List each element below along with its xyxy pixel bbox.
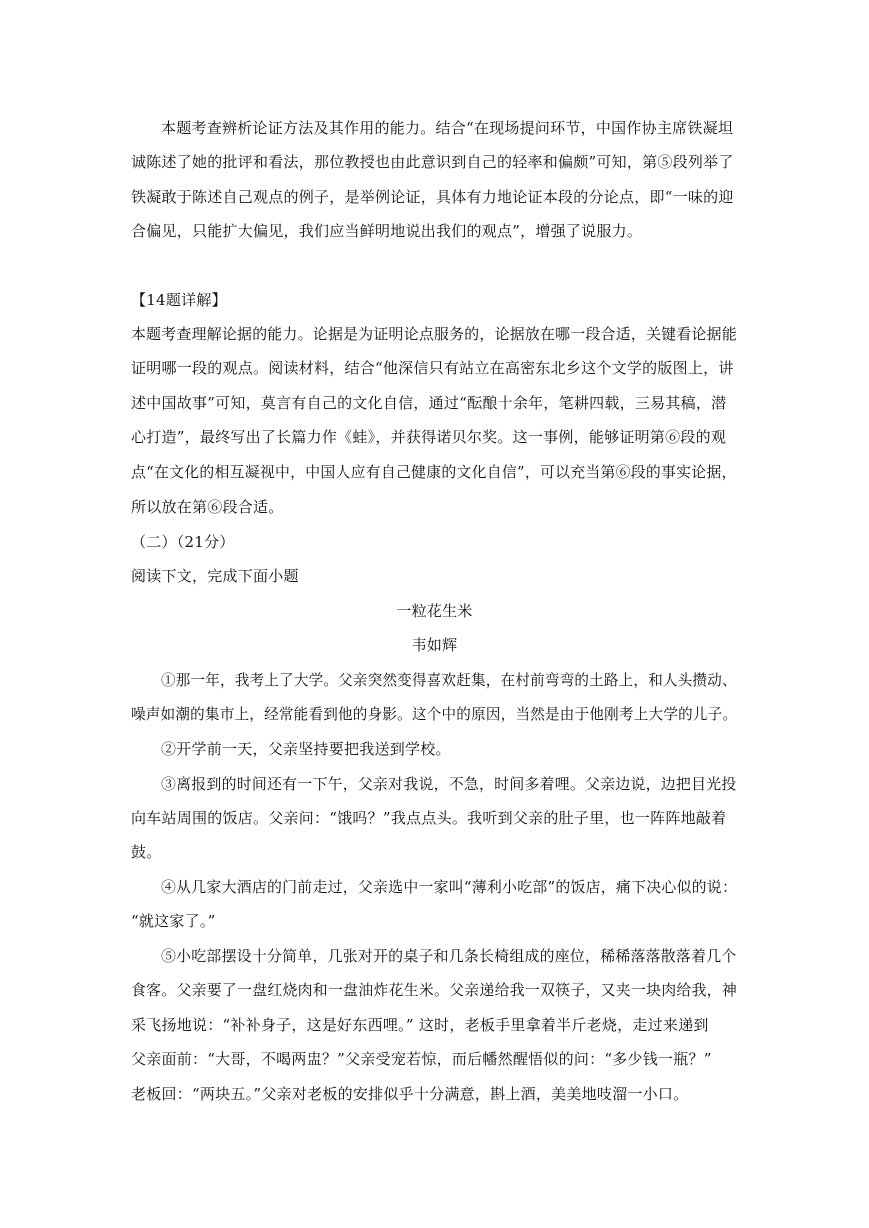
text-line: 铁凝敢于陈述自己观点的例子，是举例论证，具体有力地论证本段的分论点，即“一味的迎: [131, 188, 734, 206]
text-line: 合偏见，只能扩大偏见，我们应当鲜明地说出我们的观点”，增强了说服力。: [131, 222, 643, 240]
section-label: （二）（21分）: [131, 533, 235, 551]
text-line: 证明哪一段的观点。阅读材料，结合“他深信只有站立在高密东北乡这个文学的版图上，讲: [131, 359, 734, 377]
text-line: 老板回：“两块五。”父亲对老板的安排似乎十分满意，斟上酒，美美地吱溜一小口。: [131, 1085, 689, 1103]
question-14-heading: 【14题详解】: [131, 291, 227, 309]
text-line: 诚陈述了她的批评和看法，那位教授也由此意识到自己的轻率和偏颇”可知，第⑤段列举了: [131, 153, 734, 171]
story-paragraph-2: ②开学前一天，父亲坚持要把我送到学校。: [161, 740, 451, 758]
story-title: 一粒花生米: [396, 602, 473, 620]
text-line: ③离报到的时间还有一下午，父亲对我说，不急，时间多着哩。父亲边说，边把目光投: [161, 775, 737, 793]
text-line: 噪声如潮的集市上，经常能看到他的身影。这个中的原因，当然是由于他刚考上大学的儿子。: [131, 705, 738, 723]
text-line: 述中国故事”可知，莫言有自己的文化自信，通过“酝酿十余年，笔耕四载，三易其稿，潜: [131, 394, 727, 412]
text-line: 向车站周围的饭店。父亲问：“饿吗？”我点点头。我听到父亲的肚子里，也一阵阵地敲着: [131, 809, 727, 827]
story-author: 韦如辉: [411, 636, 458, 654]
text-line: ⑤小吃部摆设十分简单，几张对开的桌子和几条长椅组成的座位，稀稀落落散落着几个: [161, 947, 737, 965]
text-line: 所以放在第⑥段合适。: [131, 498, 284, 516]
text-line: ①那一年，我考上了大学。父亲突然变得喜欢赶集，在村前弯弯的土路上，和人头攒动、: [161, 671, 737, 689]
text-line: 食客。父亲要了一盘红烧肉和一盘油炸花生米。父亲递给我一双筷子，又夹一块肉给我，神: [131, 981, 737, 999]
text-line: 鼓。: [131, 843, 162, 861]
text-line: 点“在文化的相互凝视中，中国人应有自己健康的文化自信”，可以充当第⑥段的事实论据，: [131, 463, 737, 481]
text-line: 父亲面前：“大哥，不喝两盅？”父亲受宠若惊，而后幡然醒悟似的问：“多少钱一瓶？”: [131, 1050, 712, 1068]
text-line: 本题考查辨析论证方法及其作用的能力。结合“在现场提问环节，中国作协主席铁凝坦: [161, 119, 734, 137]
text-line: ④从几家大酒店的门前走过，父亲选中一家叫“薄利小吃部”的饭店，痛下决心似的说：: [161, 878, 738, 896]
text-line: 心打造”，最终写出了长篇力作《蛙》，并获得诺贝尔奖。这一事例，能够证明第⑥段的观: [131, 428, 727, 446]
reading-instruction: 阅读下文，完成下面小题: [131, 567, 299, 585]
text-line: 本题考查理解论据的能力。论据是为证明论点服务的，论据放在哪一段合适，关键看论据能: [131, 325, 737, 343]
text-line: “就这家了。”: [131, 912, 216, 930]
text-line: 采飞扬地说：“补补身子，这是好东西哩。” 这时，老板手里拿着半斤老烧，走过来递到: [131, 1016, 709, 1034]
